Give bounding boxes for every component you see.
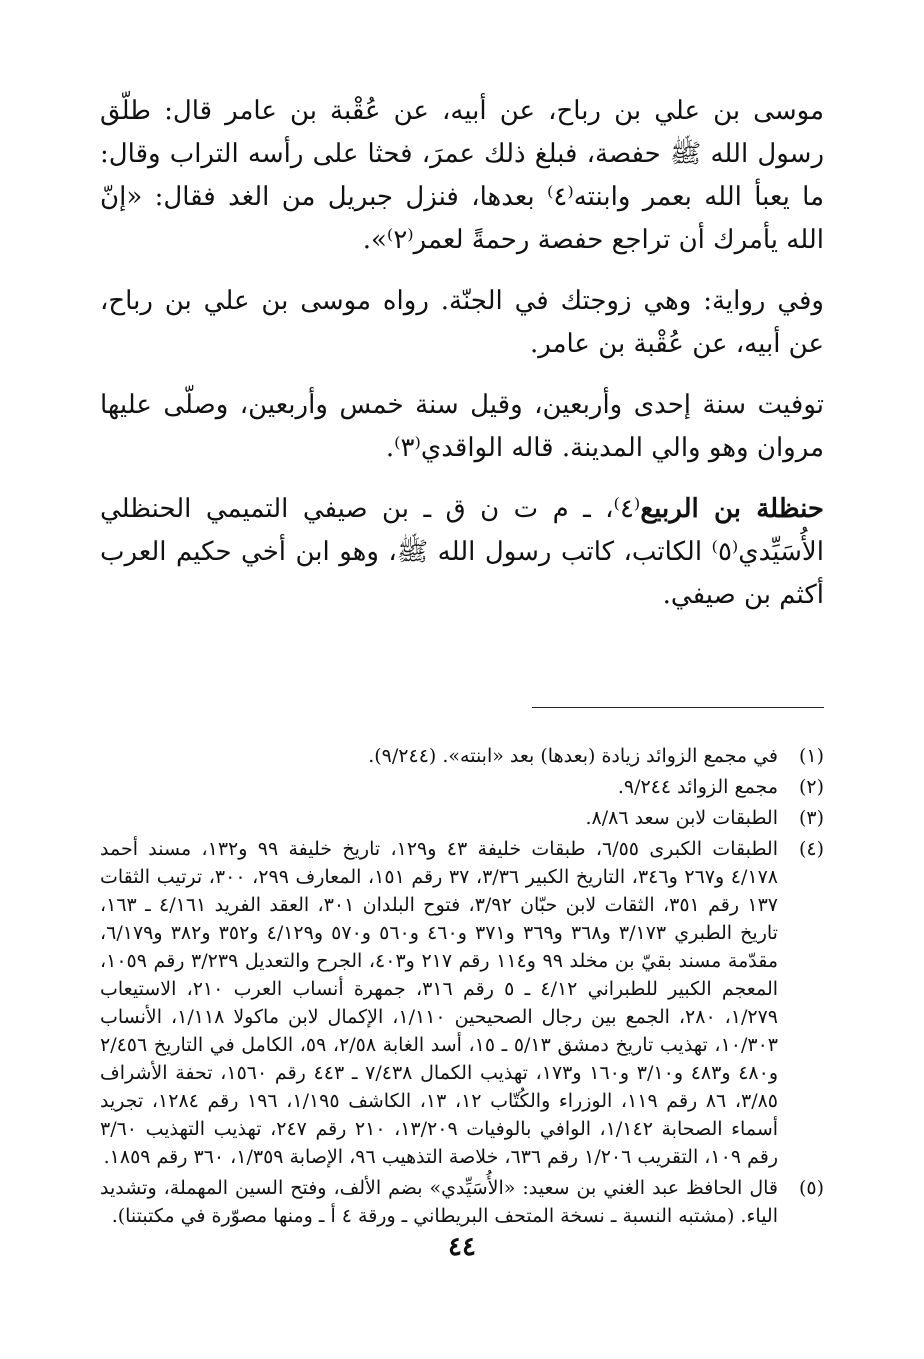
footnote-2: [100, 773, 824, 801]
paragraph-4: [100, 488, 824, 617]
paragraph-1-text: موسى بن علي بن رباح، عن أبيه، عن عُقْبة بن عامر قال: طلّق رسول الله ﷺ حفصة، فبلغ ذلك عمرَ، فحثا على رأسه التراب وقال: ما يعبأ الله بعمر وابنته⁽٤⁾ بعدها، فنزل جبريل من الغد فقال: «إنّ الله يأمرك أن تراجع حفصة رحمةً لعمر⁽٢⁾».: [100, 96, 824, 255]
paragraph-4-text: ⁽٤⁾، ـ م ت ن ق ـ بن صيفي التميمي الحنظلي الأُسَيِّدي⁽٥⁾ الكاتب، كاتب رسول الله ﷺ، وهو ابن أخي حكيم العرب أكثم بن صيفي.: [100, 494, 824, 610]
paragraph-2-text: وفي رواية: وهي زوجتك في الجنّة. رواه موسى بن علي بن رباح، عن أبيه، عن عُقْبة بن عامر.: [100, 286, 824, 359]
footnote-5: [100, 1174, 824, 1230]
footnote-text: الطبقات لابن سعد ٨/٨٦.: [585, 807, 778, 829]
main-text: [100, 90, 824, 617]
footnote-text: مجمع الزوائد ٩/٢٤٤.: [617, 776, 778, 798]
footnote-1: [100, 742, 824, 770]
footnote-number: (١): [798, 745, 824, 767]
page-content: [100, 90, 824, 1227]
paragraph-3-text: توفيت سنة إحدى وأربعين، وقيل سنة خمس وأربعين، وصلّى عليها مروان وهو والي المدينة. قاله الواقدي⁽٣⁾.: [100, 390, 824, 463]
footnote-4: [100, 835, 824, 1171]
biography-entry-name: حنظلة بن الربيع: [640, 494, 824, 524]
footnote-separator: [532, 707, 824, 708]
footnote-number: (٥): [798, 1177, 824, 1199]
footnote-text: قال الحافظ عبد الغني بن سعيد: «الأُسَيِّدي» بضم الألف، وفتح السين المهملة، وتشديد الياء. (مشتبه النسبة ـ نسخة المتحف البريطاني ـ ورقة ٤ أ ـ ومنها مصوّرة في مكتبتنا).: [100, 1177, 778, 1227]
footnote-number: (٣): [798, 807, 824, 829]
paragraph-3: [100, 384, 824, 470]
footnote-3: [100, 804, 824, 832]
footnote-number: (٤): [798, 838, 824, 860]
page-number: ٤٤: [448, 1232, 476, 1262]
footnotes: [100, 742, 824, 1233]
footnote-number: (٢): [798, 776, 824, 798]
footnote-text: في مجمع الزوائد زيادة (بعدها) بعد «ابنته». (٩/٢٤٤).: [368, 745, 778, 767]
paragraph-1: [100, 90, 824, 262]
footnote-text: الطبقات الكبرى ٦/٥٥، طبقات خليفة ٤٣ و١٢٩، تاريخ خليفة ٩٩ و١٣٢، مسند أحمد ٤/١٧٨ و٢٦٧ و٣٤٦، التاريخ الكبير ٣/٣٦، ٣٧ رقم ١٥١، المعارف ٢٩٩، ٣٠٠، ترتيب الثقات ١٣٧ رقم ٣٥١، الثقات لابن حبّان ٣/٩٢، فتوح البلدان ٣٠١، العقد الفريد ٤/١٦١ ـ ١٦٣، تاريخ الطبري ٣/١٧٣ و٣٦٨ و٣٦٩ و٣٧١ و٤٦٠ و٥٦٠ و٥٧٠ و٤/١٢٩ و٣٥٢ و٣٨٢ و٦/١٧٩، مقدّمة مسند بقيّ بن مخلد ٩٩ و١١٤ رقم ٢١٧ و٤٠٣، الجرح والتعديل ٣/٢٣٩ رقم ١٠٥٩، المعجم الكبير للطبراني ٤/١٢ ـ ٥ رقم ٣١٦، جمهرة أنساب العرب ٢١٠، الاستيعاب ١/٢٧٩، ٢٨٠، الجمع بين رجال الصحيحين ١/١١٠، الإكمال لابن ماكولا ١/١١٨، الأنساب ١٠/٣٠٣، تهذيب تاريخ دمشق ٥/١٣ ـ ١٥، أسد الغابة ٢/٥٨، ٥٩، الكامل في التاريخ ٢/٤٥٦ و٤٨٠ و٤٨٣ و٣/١٠ و١٦٠ و١٧٣، تهذيب الكمال ٧/٤٣٨ ـ ٤٤٣ رقم ١٥٦٠، تحفة الأشراف ٣/٨٥، ٨٦ رقم ١١٩، الوزراء والكُتّاب ١٢، ١٣، الكاشف ١/١٩٥، ١٩٦ رقم ١٢٨٤، تجريد أسماء الصحابة ١/١٤٢، الوافي بالوفيات ١٣/٢٠٩، ٢١٠ رقم ٢٤٧، تهذيب التهذيب ٣/٦٠ رقم ١٠٩، التقريب ١/٢٠٦ رقم ٦٣٦، خلاصة التذهيب ٩٦، الإصابة ١/٣٥٩، ٣٦٠ رقم ١٨٥٩.: [100, 838, 779, 1168]
paragraph-2: [100, 280, 824, 366]
